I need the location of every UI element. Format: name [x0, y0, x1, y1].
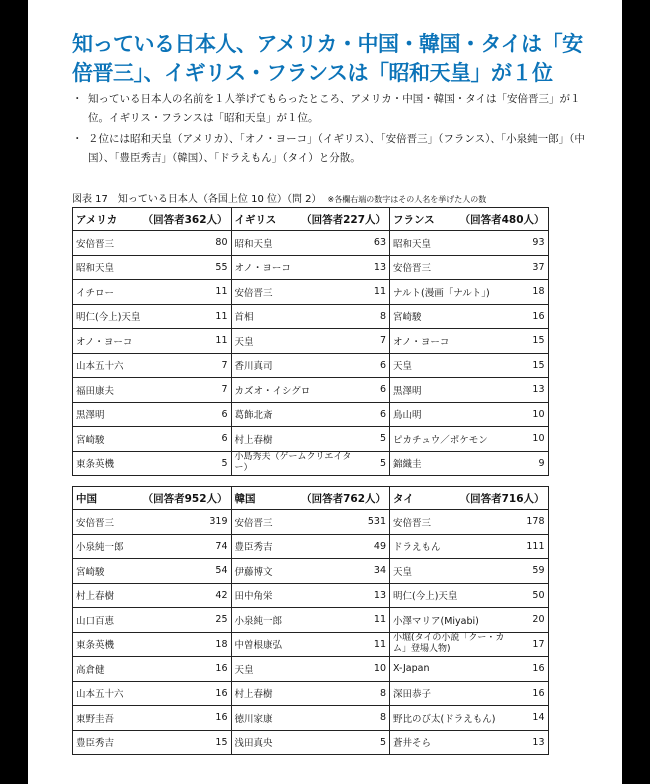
mention-count: 13 [520, 730, 549, 755]
mention-count: 9 [520, 451, 549, 476]
country-name: フランス [393, 213, 435, 226]
bullet-item [72, 130, 592, 168]
person-name: ドラえもん [390, 534, 520, 559]
person-name: 明仁(今上)天皇 [73, 304, 203, 329]
mention-count: 8 [361, 681, 390, 706]
figure-title: 図表 17 知っている日本人（各国上位 10 位）（問 2） [72, 194, 322, 205]
mention-count: 55 [203, 255, 232, 280]
mention-count: 6 [203, 427, 232, 452]
person-name: 村上春樹 [231, 427, 361, 452]
respondent-count: （回答者362人） [142, 213, 228, 226]
person-name: 豊臣秀吉 [73, 730, 203, 755]
mention-count: 11 [203, 280, 232, 305]
table-row [73, 280, 549, 305]
mention-count: 8 [361, 706, 390, 731]
person-name: 山本五十六 [73, 681, 203, 706]
country-header [73, 487, 232, 510]
page-title: 知っている日本人、アメリカ・中国・韓国・タイは「安倍晋三」、イギリス・フランスは「昭和天皇」が１位 [72, 32, 583, 85]
person-name: 蒼井そら [390, 730, 520, 755]
person-name: ナルト(漫画「ナルト」) [390, 280, 520, 305]
document-page [28, 0, 622, 784]
mention-count: 15 [203, 730, 232, 755]
country-header [231, 208, 390, 231]
table-row [73, 255, 549, 280]
mention-count: 6 [361, 402, 390, 427]
mention-count: 13 [361, 583, 390, 608]
mention-count: 16 [203, 706, 232, 731]
mention-count: 111 [520, 534, 549, 559]
respondent-count: （回答者952人） [142, 492, 228, 505]
mention-count: 11 [361, 280, 390, 305]
person-name: 小泉純一郎 [231, 608, 361, 633]
mention-count: 63 [361, 231, 390, 256]
table-row [73, 451, 549, 476]
country-header [390, 208, 549, 231]
mention-count: 16 [203, 681, 232, 706]
country-name: タイ [393, 492, 414, 505]
person-name: 天皇 [390, 559, 520, 584]
person-name: 小澤マリア(Miyabi) [390, 608, 520, 633]
mention-count: 16 [520, 657, 549, 682]
country-header [390, 487, 549, 510]
mention-count: 11 [361, 632, 390, 657]
country-name: 韓国 [234, 492, 256, 505]
person-name: 黒澤明 [73, 402, 203, 427]
person-name: 東条英機 [73, 632, 203, 657]
bullet-item [72, 90, 592, 128]
mention-count: 10 [520, 427, 549, 452]
mention-count: 178 [520, 510, 549, 535]
mention-count: 54 [203, 559, 232, 584]
person-name: 昭和天皇 [73, 255, 203, 280]
person-name: 山本五十六 [73, 353, 203, 378]
person-name: 明仁(今上)天皇 [390, 583, 520, 608]
table-row [73, 378, 549, 403]
person-name: 山口百恵 [73, 608, 203, 633]
person-name: 安倍晋三 [390, 255, 520, 280]
person-name: 安倍晋三 [390, 510, 520, 535]
person-name: 豊臣秀吉 [231, 534, 361, 559]
mention-count: 531 [361, 510, 390, 535]
mention-count: 6 [203, 402, 232, 427]
table-row [73, 329, 549, 354]
person-name: 天皇 [231, 329, 361, 354]
mention-count: 50 [520, 583, 549, 608]
mention-count: 8 [361, 304, 390, 329]
person-name: 昭和天皇 [390, 231, 520, 256]
mention-count: 11 [361, 608, 390, 633]
person-name: 徳川家康 [231, 706, 361, 731]
mention-count: 93 [520, 231, 549, 256]
figure-caption [72, 190, 602, 205]
person-name: 伊藤博文 [231, 559, 361, 584]
ranking-table-1 [72, 207, 549, 476]
mention-count: 16 [203, 657, 232, 682]
person-name: 天皇 [390, 353, 520, 378]
mention-count: 34 [361, 559, 390, 584]
mention-count: 5 [361, 451, 390, 476]
person-name: 宮崎駿 [390, 304, 520, 329]
table-row [73, 559, 549, 584]
person-name: 東野圭吾 [73, 706, 203, 731]
person-name: 村上春樹 [231, 681, 361, 706]
person-name: 宮崎駿 [73, 559, 203, 584]
mention-count: 49 [361, 534, 390, 559]
bullet-mark: ・ [72, 93, 83, 105]
mention-count: 7 [361, 329, 390, 354]
person-name: 宮崎駿 [73, 427, 203, 452]
mention-count: 15 [520, 329, 549, 354]
person-name: 昭和天皇 [231, 231, 361, 256]
person-name: 中曽根康弘 [231, 632, 361, 657]
person-name: 首相 [231, 304, 361, 329]
mention-count: 6 [361, 353, 390, 378]
respondent-count: （回答者480人） [459, 213, 545, 226]
table-row [73, 304, 549, 329]
table-row [73, 608, 549, 633]
person-name: X-Japan [390, 657, 520, 682]
person-name: ピカチュウ／ポケモン [390, 427, 520, 452]
person-name: 小泉純一郎 [73, 534, 203, 559]
person-name: 野比のび太(ドラえもん) [390, 706, 520, 731]
mention-count: 5 [203, 451, 232, 476]
mention-count: 42 [203, 583, 232, 608]
person-name: 鳥山明 [390, 402, 520, 427]
mention-count: 6 [361, 378, 390, 403]
mention-count: 7 [203, 378, 232, 403]
table-row [73, 681, 549, 706]
person-name: オノ・ヨーコ [231, 255, 361, 280]
mention-count: 14 [520, 706, 549, 731]
mention-count: 80 [203, 231, 232, 256]
person-name: 安倍晋三 [231, 510, 361, 535]
person-name: 小堀(タイの小説「クー・カム」登場人物) [390, 632, 520, 657]
person-name: 東条英機 [73, 451, 203, 476]
person-name: 香川真司 [231, 353, 361, 378]
respondent-count: （回答者227人） [301, 213, 386, 226]
table-row [73, 402, 549, 427]
person-name: 葛飾北斎 [231, 402, 361, 427]
ranking-table-2 [72, 486, 549, 755]
mention-count: 11 [203, 304, 232, 329]
table-row [73, 583, 549, 608]
table-row [73, 427, 549, 452]
person-name: カズオ・イシグロ [231, 378, 361, 403]
mention-count: 25 [203, 608, 232, 633]
table-row [73, 706, 549, 731]
country-header [73, 208, 232, 231]
mention-count: 13 [361, 255, 390, 280]
mention-count: 16 [520, 681, 549, 706]
mention-count: 18 [203, 632, 232, 657]
person-name: 高倉健 [73, 657, 203, 682]
mention-count: 59 [520, 559, 549, 584]
table-row [73, 510, 549, 535]
respondent-count: （回答者716人） [459, 492, 545, 505]
mention-count: 5 [361, 427, 390, 452]
bullet-text: 知っている日本人の名前を１人挙げてもらったところ、アメリカ・中国・韓国・タイは「安倍晋三」が１位。イギリス・フランスは「昭和天皇」が１位。 [88, 93, 581, 124]
mention-count: 7 [203, 353, 232, 378]
mention-count: 37 [520, 255, 549, 280]
table-row [73, 657, 549, 682]
person-name: 錦織圭 [390, 451, 520, 476]
respondent-count: （回答者762人） [301, 492, 386, 505]
table-row [73, 730, 549, 755]
person-name: 安倍晋三 [73, 510, 203, 535]
person-name: 安倍晋三 [73, 231, 203, 256]
bullet-text: ２位には昭和天皇（アメリカ）、「オノ・ヨーコ」（イギリス）、「安倍晋三」（フランス）、「小泉純一郎」（中国）、「豊臣秀吉」（韓国）、「ドラえもん」（タイ）と分散。 [88, 133, 585, 164]
mention-count: 17 [520, 632, 549, 657]
person-name: イチロー [73, 280, 203, 305]
mention-count: 13 [520, 378, 549, 403]
person-name: 黒澤明 [390, 378, 520, 403]
mention-count: 319 [203, 510, 232, 535]
figure-note: ※各欄右端の数字はその人名を挙げた人の数 [327, 195, 487, 204]
table-row [73, 353, 549, 378]
country-header [231, 487, 390, 510]
bullet-mark: ・ [72, 133, 83, 145]
person-name: 安倍晋三 [231, 280, 361, 305]
mention-count: 15 [520, 353, 549, 378]
country-name: イギリス [234, 213, 277, 226]
country-name: 中国 [76, 492, 97, 505]
person-name: 田中角栄 [231, 583, 361, 608]
person-name: オノ・ヨーコ [73, 329, 203, 354]
country-name: アメリカ [76, 213, 118, 226]
mention-count: 10 [361, 657, 390, 682]
table-row [73, 231, 549, 256]
person-name: 小島秀夫（ゲームクリエイター） [231, 451, 361, 476]
mention-count: 74 [203, 534, 232, 559]
person-name: オノ・ヨーコ [390, 329, 520, 354]
summary-bullets [72, 90, 592, 170]
mention-count: 5 [361, 730, 390, 755]
table-row [73, 534, 549, 559]
mention-count: 16 [520, 304, 549, 329]
table-row [73, 632, 549, 657]
mention-count: 20 [520, 608, 549, 633]
person-name: 福田康夫 [73, 378, 203, 403]
person-name: 天皇 [231, 657, 361, 682]
person-name: 深田恭子 [390, 681, 520, 706]
mention-count: 11 [203, 329, 232, 354]
mention-count: 10 [520, 402, 549, 427]
mention-count: 18 [520, 280, 549, 305]
person-name: 村上春樹 [73, 583, 203, 608]
person-name: 浅田真央 [231, 730, 361, 755]
